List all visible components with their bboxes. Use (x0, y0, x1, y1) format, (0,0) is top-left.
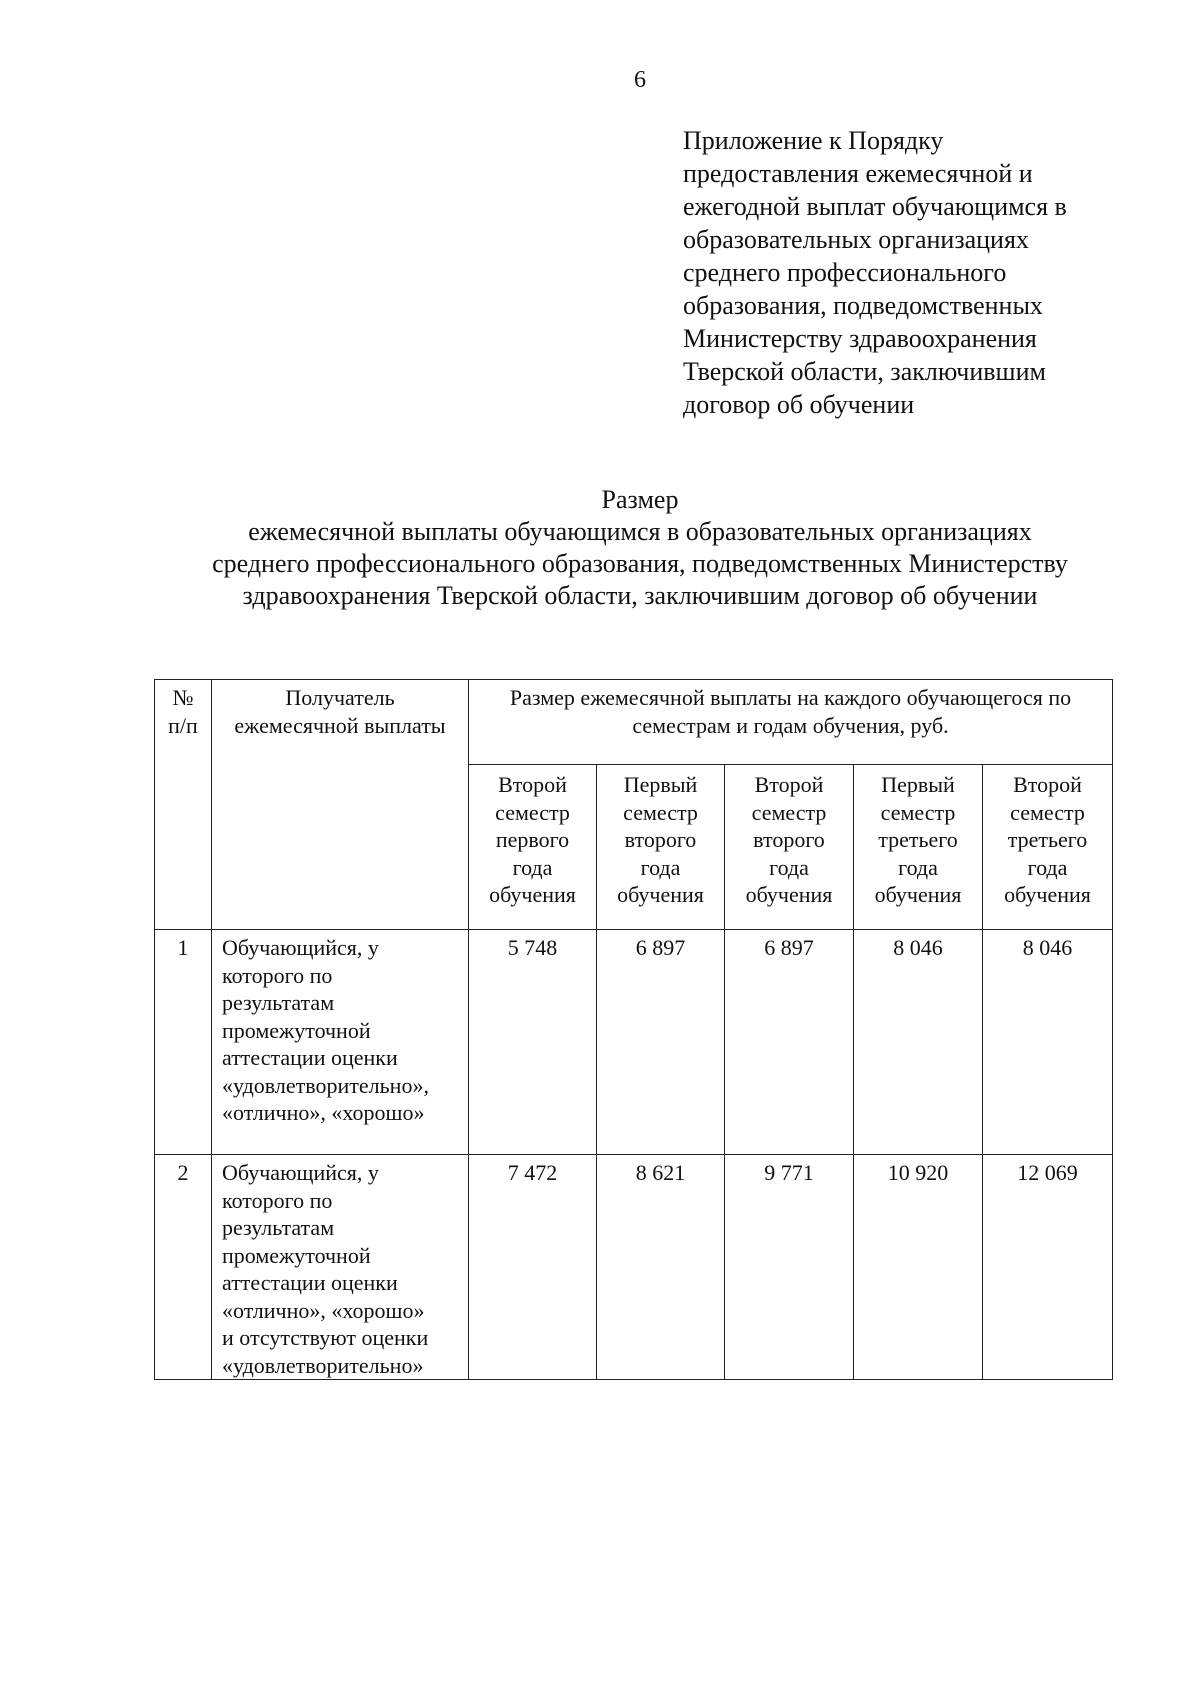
semester-header-line: года (898, 854, 938, 880)
semester-header-cell (597, 765, 725, 930)
semester-header-line: обучения (489, 882, 576, 907)
payment-value: 10 920 (854, 1155, 983, 1380)
row-number: 1 (155, 930, 212, 1155)
semester-header-line: года (769, 854, 809, 880)
header-num-cell (155, 680, 212, 930)
recipient-line: результатам (222, 990, 335, 1015)
recipient-line: «удовлетворительно» (222, 1352, 424, 1378)
document-title (140, 484, 1140, 612)
recipient-line: результатам (222, 1215, 335, 1240)
semester-header-line: второго (753, 827, 825, 852)
semester-header-line: обучения (745, 882, 833, 907)
recipient-line: аттестации оценки (222, 1045, 398, 1070)
payment-value: 8 046 (854, 930, 983, 1155)
title-line: здравоохранения Тверской области, заключившим договор об обучении (242, 581, 1038, 610)
semester-header-line: Первый (881, 772, 955, 797)
semester-header-line: года (1027, 854, 1068, 880)
appendix-line: среднего профессионального (683, 258, 1007, 287)
payment-value: 12 069 (983, 1155, 1113, 1380)
header-recipient-cell (212, 680, 469, 930)
semester-header-line: семестр (1010, 799, 1085, 825)
recipient-line: промежуточной (222, 1242, 371, 1268)
recipient-line: Обучающийся, у (222, 1160, 379, 1185)
header-recipient-line: Получатель (285, 685, 395, 710)
recipient-line: и отсутствуют оценки (222, 1325, 429, 1350)
recipient-line: «отлично», «хорошо» (222, 1297, 425, 1323)
semester-header-cell (983, 765, 1113, 930)
appendix-line: договор об обучении (683, 390, 915, 419)
payment-value: 6 897 (597, 930, 725, 1155)
semester-header-line: первого (495, 827, 570, 852)
payments-table (154, 679, 1113, 1380)
recipient-line: аттестации оценки (222, 1270, 398, 1295)
appendix-line: ежегодной выплат обучающимся в (683, 192, 1067, 221)
appendix-line: Приложение к Порядку (683, 126, 944, 155)
payment-value: 7 472 (469, 1155, 597, 1380)
recipient-line: «удовлетворительно», (222, 1072, 429, 1098)
header-num-line: п/п (168, 712, 198, 738)
semester-header-line: семестр (751, 799, 827, 825)
table-row (155, 930, 1113, 1155)
table-row (155, 1155, 1113, 1380)
semester-header-line: года (640, 854, 681, 880)
semester-header-line: Второй (754, 772, 824, 797)
recipient-line: которого по (222, 962, 333, 988)
semester-header-cell (725, 765, 854, 930)
recipient-line: Обучающийся, у (222, 935, 379, 960)
payment-value: 5 748 (469, 930, 597, 1155)
semester-header-line: семестр (623, 799, 698, 825)
semester-header-line: Первый (623, 772, 698, 797)
title-line: ежемесячной выплаты обучающимся в образовательных организациях (248, 517, 1032, 546)
recipient-line: «отлично», «хорошо» (222, 1100, 425, 1125)
semester-header-cell (854, 765, 983, 930)
payment-value: 8 621 (597, 1155, 725, 1380)
recipient-line: промежуточной (222, 1017, 371, 1043)
header-size-cell: Размер ежемесячной выплаты на каждого обучающегося по семестрам и годам обучения, руб. (469, 680, 1113, 765)
header-recipient-line: ежемесячной выплаты (234, 712, 446, 738)
semester-header-line: второго (624, 827, 697, 852)
payment-value: 8 046 (983, 930, 1113, 1155)
appendix-line: образовательных организациях (683, 225, 1029, 254)
recipient-line: которого по (222, 1187, 333, 1213)
row-number: 2 (155, 1155, 212, 1380)
appendix-line: предоставления ежемесячной и (683, 159, 1033, 188)
semester-header-line: семестр (880, 799, 956, 825)
payment-value: 6 897 (725, 930, 854, 1155)
appendix-line: Министерству здравоохранения (683, 324, 1037, 353)
semester-header-line: обучения (1004, 882, 1091, 907)
semester-header-line: года (512, 854, 553, 880)
recipient-cell (212, 1155, 469, 1380)
semester-header-line: Второй (498, 772, 567, 797)
semester-header-line: обучения (617, 882, 704, 907)
header-num-line: № (172, 685, 194, 710)
payment-value: 9 771 (725, 1155, 854, 1380)
title-line: Размер (601, 485, 679, 514)
semester-header-cell (469, 765, 597, 930)
semester-header-line: семестр (495, 799, 570, 825)
semester-header-line: третьего (878, 827, 958, 852)
appendix-line: образования, подведомственных (683, 291, 1043, 320)
header-row (155, 680, 1113, 765)
semester-header-line: обучения (874, 882, 962, 907)
page-number: 6 (634, 67, 646, 93)
title-line: среднего профессионального образования, подведомственных Министерству (212, 549, 1068, 578)
semester-header-line: Второй (1013, 772, 1082, 797)
recipient-cell (212, 930, 469, 1155)
appendix-note (683, 124, 1153, 421)
semester-header-line: третьего (1007, 827, 1088, 852)
appendix-line: Тверской области, заключившим (683, 357, 1046, 386)
